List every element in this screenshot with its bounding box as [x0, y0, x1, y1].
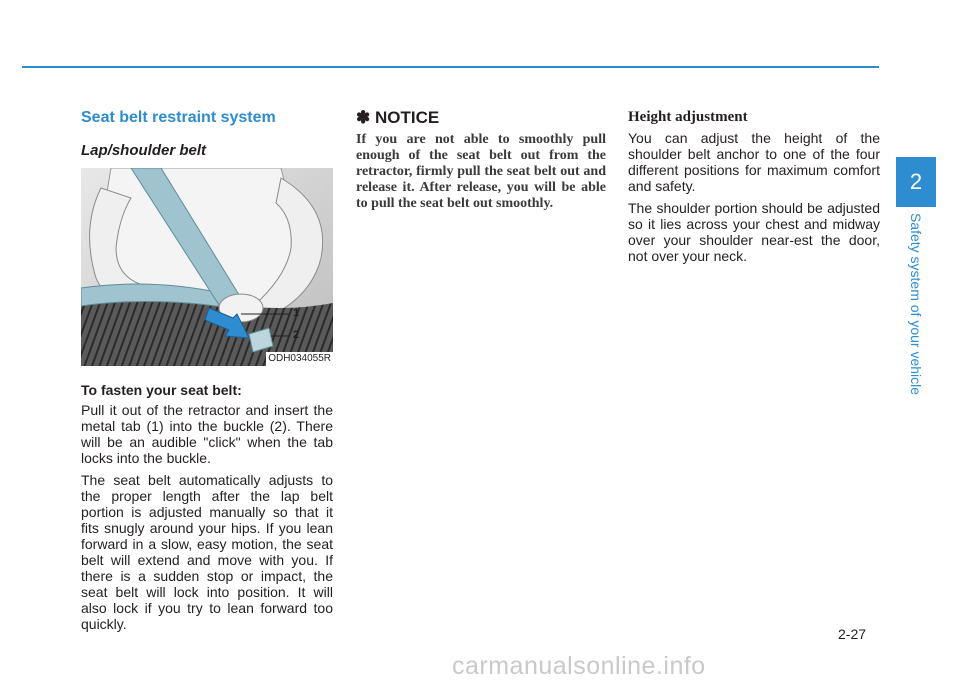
column-middle — [356, 108, 606, 212]
seat-belt-illustration — [81, 168, 333, 366]
chapter-number-tab: 2 — [896, 157, 936, 207]
chapter-title-vertical — [906, 208, 926, 400]
notice-title — [356, 108, 606, 128]
figure-code: ODH034055R — [268, 353, 331, 364]
column-right — [628, 108, 880, 270]
fasten-paragraph-1: Pull it out of the retractor and insert the metal tab (1) into the buckle (2). There will be an audible "click" when the tab locks into the buckle. — [81, 402, 333, 466]
notice-title-text: NOTICE — [374, 108, 440, 127]
height-adjustment-heading: Height adjustment — [628, 109, 748, 125]
watermark: carmanualsonline.info — [452, 652, 706, 680]
fasten-heading: To fasten your seat belt: — [81, 382, 242, 398]
height-paragraph-1: You can adjust the height of the shoulder belt anchor to one of the four different positions for maximum comfort and safety. — [628, 130, 880, 194]
fasten-paragraph-2: The seat belt automatically adjusts to the proper length after the lap belt portion is adjusted manually so that it fits snugly around your hips. If you lean forward in a slow, easy motion, the seat belt will extend and move with you. If there is a sudden stop or impact, the seat belt will lock into position. It will also lock if you try to lean forward too quickly. — [81, 472, 333, 632]
column-left — [81, 108, 333, 638]
notice-body: If you are not able to smoothly pull enough of the seat belt out from the retractor, firmly pull the seat belt out and release it. After release, you will be able to pull the seat belt out smoothly. — [356, 132, 606, 211]
figure-label-1: 1 — [293, 307, 300, 319]
figure-label-2: 2 — [293, 329, 300, 341]
section-title: Seat belt restraint system — [81, 109, 276, 126]
chapter-title: Safety system of your vehicle — [908, 212, 924, 396]
subsection-title: Lap/shoulder belt — [81, 142, 207, 159]
page-number: 2-27 — [838, 626, 867, 642]
notice-symbol: ✽ — [356, 108, 371, 127]
header-rule — [22, 66, 879, 68]
height-paragraph-2: The shoulder portion should be adjusted so it lies across your chest and midway over your shoulder near-est the door, not over your neck. — [628, 200, 880, 264]
